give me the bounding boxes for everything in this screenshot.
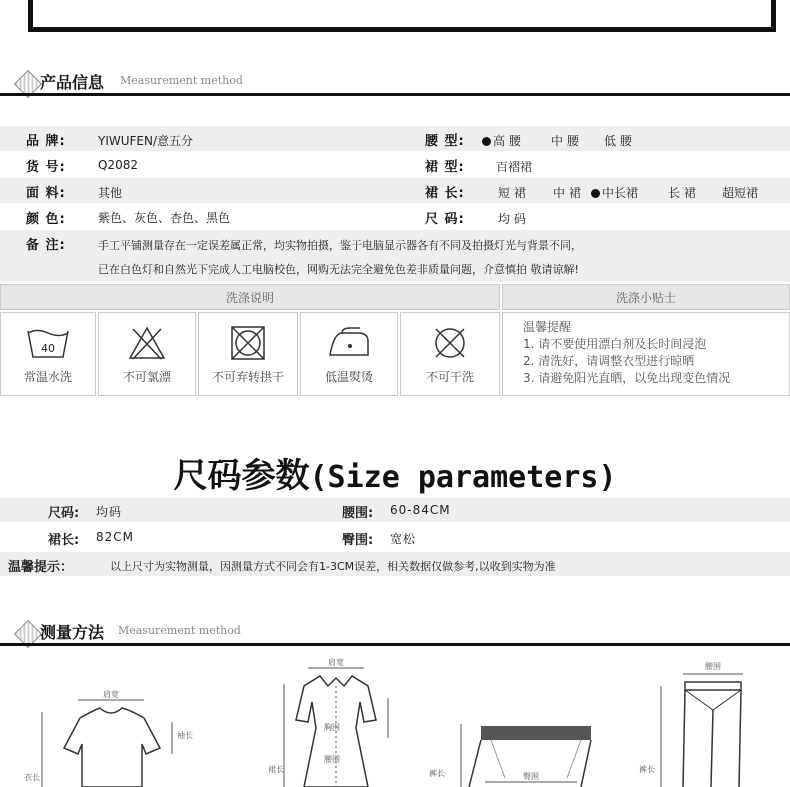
washing-section (0, 284, 790, 397)
waist-label: 腰围: (342, 506, 374, 521)
size-row-2 (0, 525, 790, 549)
info-row-fabric (0, 178, 790, 203)
wash-40-icon (25, 325, 71, 361)
washing-tips-header: 洗涤小贴士 (502, 284, 790, 310)
no-bleach-icon (127, 325, 167, 361)
fabric-label: 面 料: (26, 186, 66, 201)
size-title-en: (Size parameters) (309, 460, 617, 495)
low-iron-cell (300, 312, 398, 396)
svg-text:肩宽: 肩宽 (103, 690, 119, 699)
size-row-1 (0, 498, 790, 522)
no-dry-clean-cell (400, 312, 500, 396)
size-tip-row (0, 552, 790, 576)
skirt-type-label: 裙 型: (425, 160, 465, 175)
note-label: 备 注: (26, 238, 66, 253)
svg-text:裙长: 裙长 (268, 765, 284, 774)
tumble-caption: 不可弃转拱干 (211, 370, 284, 384)
length-option-short: 短 裙 (498, 186, 526, 200)
waist-type-label: 腰 型: (425, 134, 465, 149)
length-option-midlong: 中长裙 (591, 184, 638, 201)
svg-text:臀围: 臀围 (523, 772, 539, 781)
fabric-value: 其他 (98, 186, 123, 200)
tip-item: 3. 请避免阳光直晒，以免出现变色情况 (523, 371, 731, 385)
iron-caption: 低温熨烫 (324, 370, 373, 384)
tip-label: 温馨提示： (8, 560, 74, 575)
length-option-long: 长 裙 (668, 186, 696, 200)
tip-item: 1. 请不要使用漂白剂及长时间浸泡 (523, 337, 707, 351)
svg-text:40: 40 (41, 342, 55, 355)
selected-dot-icon (591, 189, 600, 198)
info-row-color (0, 204, 790, 229)
svg-text:裤长: 裤长 (429, 769, 445, 778)
note-line-2: 已在白色灯和自然光下完成人工电脑校色，网购无法完全避免色差非质量问题，介意慎拍 敬请谅解! (98, 263, 579, 276)
product-info-header (0, 64, 790, 104)
svg-text:袖长: 袖长 (177, 731, 193, 740)
svg-text:腰围: 腰围 (324, 755, 340, 764)
no-tumble-dry-icon (228, 325, 268, 361)
color-value: 紫色、灰色、杏色、黑色 (98, 211, 231, 225)
divider (0, 643, 790, 646)
dress-figure (260, 658, 410, 787)
section-title: 测量方法 (40, 623, 105, 642)
bleach-caption: 不可氯漂 (122, 370, 171, 384)
sku-label: 货 号: (26, 160, 66, 175)
waist-option-high: 高 腰 (482, 132, 521, 149)
section-subtitle: Measurement method (118, 624, 241, 637)
color-label: 颜 色: (26, 212, 66, 227)
top-frame (28, 0, 776, 32)
trousers-figure (625, 660, 765, 787)
size-label: 尺 码: (425, 212, 465, 227)
pants-top-figure (425, 718, 595, 787)
measure-header (0, 614, 790, 654)
top-garment-figure (20, 688, 200, 787)
brand-value: YIWUFEN/意五分 (98, 134, 194, 148)
wash-caption: 常温水洗 (23, 370, 72, 384)
selected-dot-icon (482, 137, 491, 146)
note-line-1: 手工平铺测量存在一定误差属正常，均实物拍摄，鉴于电脑显示器各有不同及拍摄灯光与背景不同， (98, 239, 582, 252)
info-row-sku (0, 152, 790, 177)
waist-option-mid: 中 腰 (551, 134, 579, 148)
size-value: 均 码 (498, 212, 526, 226)
hip-label: 臀围: (342, 533, 374, 548)
no-dry-clean-icon (430, 325, 470, 361)
sku-value: Q2082 (98, 158, 138, 172)
low-iron-icon (326, 325, 372, 361)
svg-text:裤长: 裤长 (639, 765, 655, 774)
tip-text: 以上尺寸为实物测量，因测量方式不同会有1-3CM误差，相关数据仅做参考,以收到实物为准 (110, 560, 556, 573)
tip-item: 2. 清洗好，请调整衣型进行晾晒 (523, 354, 695, 368)
length-option-mid: 中 裙 (553, 186, 581, 200)
section-subtitle: Measurement method (120, 74, 243, 87)
waist-option-low: 低 腰 (604, 134, 632, 148)
size-label: 尺码: (48, 506, 80, 521)
svg-text:衣长: 衣长 (24, 773, 40, 782)
svg-text:腰围: 腰围 (705, 662, 721, 671)
size-title (0, 448, 790, 497)
washing-header: 洗涤说明 (0, 284, 500, 310)
info-row-note (0, 230, 790, 282)
waist-value: 60-84CM (390, 503, 451, 517)
length-option-mini: 超短裙 (722, 186, 759, 200)
length-value: 82CM (96, 530, 135, 544)
no-tumble-cell (198, 312, 298, 396)
info-row-brand (0, 126, 790, 151)
no-bleach-cell (98, 312, 196, 396)
tips-title: 温馨提醒 (523, 320, 572, 334)
divider (0, 93, 790, 96)
svg-text:肩宽: 肩宽 (328, 658, 344, 667)
washing-tips (502, 312, 790, 396)
skirt-length-label: 裙 长: (425, 186, 465, 201)
brand-label: 品 牌: (26, 134, 66, 149)
svg-text:胸围: 胸围 (324, 723, 340, 732)
skirt-type-value: 百褶裙 (496, 160, 533, 174)
hip-value: 宽松 (390, 532, 417, 546)
size-title-zh: 尺码参数 (173, 456, 310, 496)
size-value: 均码 (96, 505, 123, 519)
length-label: 裙长: (48, 533, 80, 548)
dry-clean-caption: 不可干洗 (425, 370, 474, 384)
wash-40-cell (0, 312, 96, 396)
section-title: 产品信息 (40, 73, 105, 92)
